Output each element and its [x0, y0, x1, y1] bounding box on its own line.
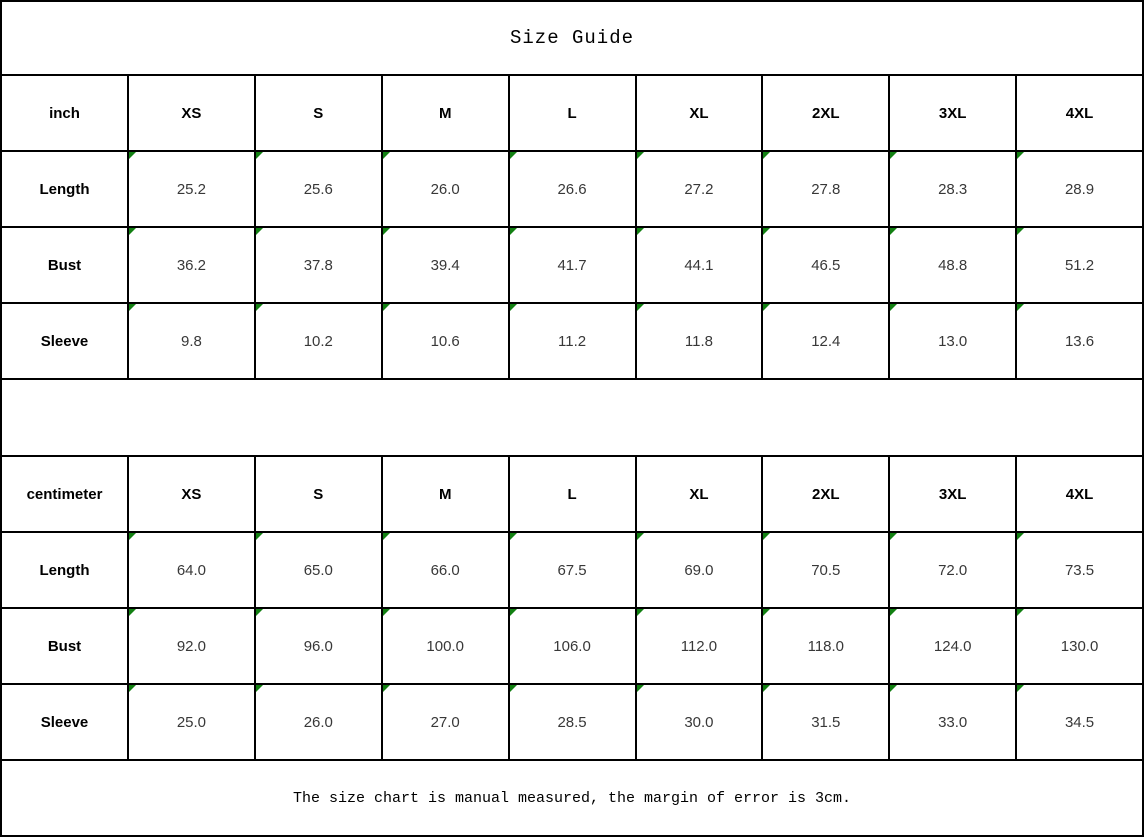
value-cell: [509, 532, 636, 608]
measurement-row: [1, 684, 1143, 760]
cell-value: 28.3: [938, 180, 968, 198]
value-cell: [1016, 608, 1143, 684]
cell-value: 34.5: [1064, 713, 1095, 731]
value-cell: [889, 227, 1016, 303]
cell-corner-marker-icon: [637, 228, 644, 235]
size-header-cell: M: [382, 456, 509, 532]
cell-corner-marker-icon: [510, 609, 517, 616]
size-header-row: [1, 456, 1143, 532]
value-cell: [255, 684, 382, 760]
value-cell: [889, 151, 1016, 227]
cell-corner-marker-icon: [129, 228, 136, 235]
size-header-cell: 4XL: [1016, 75, 1143, 151]
cell-value: 112.0: [680, 637, 718, 655]
cell-value: 48.8: [938, 256, 968, 274]
measurement-row: [1, 303, 1143, 379]
cell-corner-marker-icon: [890, 228, 897, 235]
value-cell: [382, 608, 509, 684]
value-cell: [889, 684, 1016, 760]
cell-corner-marker-icon: [763, 609, 770, 616]
cell-value: 12.4: [811, 332, 841, 350]
value-cell: [255, 151, 382, 227]
page-title: Size Guide: [1, 1, 1143, 75]
cell-corner-marker-icon: [383, 609, 390, 616]
cell-corner-marker-icon: [763, 685, 770, 692]
cell-value: 28.9: [1064, 180, 1095, 198]
cell-corner-marker-icon: [256, 685, 263, 692]
cell-value: 26.6: [557, 180, 587, 198]
unit-header-cell: centimeter: [1, 456, 128, 532]
measurement-label-cell: Bust: [1, 608, 128, 684]
cell-value: 41.7: [557, 256, 587, 274]
cell-corner-marker-icon: [383, 304, 390, 311]
cell-corner-marker-icon: [256, 304, 263, 311]
measurement-row: [1, 227, 1143, 303]
cell-corner-marker-icon: [256, 228, 263, 235]
cell-value: 67.5: [557, 561, 587, 579]
measurement-label-cell: Length: [1, 151, 128, 227]
value-cell: [762, 227, 889, 303]
size-header-cell: M: [382, 75, 509, 151]
cell-value: 100.0: [426, 637, 464, 655]
cell-value: 92.0: [176, 637, 207, 655]
cell-value: 25.2: [176, 180, 207, 198]
size-header-cell: XL: [636, 75, 763, 151]
cell-corner-marker-icon: [383, 685, 390, 692]
cell-corner-marker-icon: [383, 228, 390, 235]
value-cell: [762, 303, 889, 379]
cell-corner-marker-icon: [1017, 685, 1024, 692]
value-cell: [762, 608, 889, 684]
cell-corner-marker-icon: [1017, 304, 1024, 311]
cell-value: 70.5: [811, 561, 841, 579]
cell-corner-marker-icon: [510, 152, 517, 159]
size-header-cell: XL: [636, 456, 763, 532]
cell-corner-marker-icon: [129, 533, 136, 540]
size-header-cell: 2XL: [762, 75, 889, 151]
value-cell: [255, 532, 382, 608]
cell-value: 65.0: [303, 561, 333, 579]
cell-value: 25.6: [303, 180, 333, 198]
cell-corner-marker-icon: [256, 609, 263, 616]
cell-corner-marker-icon: [763, 228, 770, 235]
size-guide-table-body: [1, 1, 1143, 836]
measurement-label-cell: Length: [1, 532, 128, 608]
value-cell: [762, 151, 889, 227]
value-cell: [509, 151, 636, 227]
cell-corner-marker-icon: [637, 533, 644, 540]
cell-value: 64.0: [176, 561, 207, 579]
value-cell: [636, 684, 763, 760]
value-cell: [509, 303, 636, 379]
measurement-label-cell: Sleeve: [1, 303, 128, 379]
cell-value: 27.2: [684, 180, 714, 198]
cell-corner-marker-icon: [1017, 228, 1024, 235]
value-cell: [762, 532, 889, 608]
cell-value: 96.0: [303, 637, 333, 655]
cell-corner-marker-icon: [1017, 609, 1024, 616]
cell-value: 9.8: [181, 332, 202, 350]
cell-value: 73.5: [1064, 561, 1095, 579]
cell-value: 44.1: [684, 256, 714, 274]
cell-corner-marker-icon: [637, 609, 644, 616]
footer-note: The size chart is manual measured, the margin of error is 3cm.: [1, 760, 1143, 836]
measurement-row: [1, 151, 1143, 227]
value-cell: [636, 532, 763, 608]
cell-value: 11.2: [558, 332, 587, 350]
value-cell: [382, 532, 509, 608]
cell-value: 106.0: [553, 637, 591, 655]
cell-value: 36.2: [176, 256, 207, 274]
size-header-cell: XS: [128, 75, 255, 151]
value-cell: [889, 532, 1016, 608]
value-cell: [509, 608, 636, 684]
cell-value: 27.0: [430, 713, 460, 731]
measurement-label-cell: Sleeve: [1, 684, 128, 760]
value-cell: [1016, 151, 1143, 227]
cell-value: 30.0: [684, 713, 714, 731]
cell-value: 124.0: [933, 637, 972, 655]
value-cell: [128, 303, 255, 379]
cell-corner-marker-icon: [1017, 533, 1024, 540]
value-cell: [382, 303, 509, 379]
cell-corner-marker-icon: [763, 304, 770, 311]
value-cell: [1016, 227, 1143, 303]
size-header-cell: L: [509, 75, 636, 151]
cell-value: 37.8: [303, 256, 333, 274]
unit-header-cell: inch: [1, 75, 128, 151]
cell-value: 130.0: [1060, 637, 1099, 655]
cell-corner-marker-icon: [890, 304, 897, 311]
size-header-cell: 2XL: [762, 456, 889, 532]
value-cell: [1016, 684, 1143, 760]
cell-value: 33.0: [938, 713, 968, 731]
cell-corner-marker-icon: [129, 304, 136, 311]
cell-corner-marker-icon: [129, 152, 136, 159]
cell-value: 72.0: [938, 561, 968, 579]
value-cell: [762, 684, 889, 760]
value-cell: [128, 608, 255, 684]
cell-value: 28.5: [557, 713, 587, 731]
cell-corner-marker-icon: [637, 685, 644, 692]
value-cell: [382, 151, 509, 227]
value-cell: [509, 684, 636, 760]
cell-corner-marker-icon: [510, 304, 517, 311]
cell-value: 46.5: [811, 256, 841, 274]
cell-corner-marker-icon: [383, 152, 390, 159]
cell-value: 39.4: [430, 256, 460, 274]
cell-value: 51.2: [1064, 256, 1095, 274]
value-cell: [889, 608, 1016, 684]
spacer-row: [1, 379, 1143, 456]
value-cell: [128, 227, 255, 303]
cell-value: 31.5: [811, 713, 841, 731]
size-header-row: [1, 75, 1143, 151]
footer-row: [1, 760, 1143, 836]
cell-corner-marker-icon: [510, 533, 517, 540]
cell-value: 69.0: [684, 561, 714, 579]
value-cell: [889, 303, 1016, 379]
cell-corner-marker-icon: [763, 152, 770, 159]
measurement-row: [1, 532, 1143, 608]
value-cell: [382, 227, 509, 303]
cell-corner-marker-icon: [256, 533, 263, 540]
cell-value: 25.0: [176, 713, 207, 731]
value-cell: [255, 303, 382, 379]
cell-corner-marker-icon: [256, 152, 263, 159]
cell-corner-marker-icon: [890, 685, 897, 692]
cell-corner-marker-icon: [890, 533, 897, 540]
measurement-row: [1, 608, 1143, 684]
value-cell: [255, 227, 382, 303]
cell-corner-marker-icon: [129, 685, 136, 692]
size-header-cell: 3XL: [889, 75, 1016, 151]
cell-corner-marker-icon: [637, 152, 644, 159]
cell-value: 10.6: [430, 332, 460, 350]
cell-corner-marker-icon: [383, 533, 390, 540]
size-header-cell: L: [509, 456, 636, 532]
cell-value: 13.0: [938, 332, 968, 350]
size-header-cell: 3XL: [889, 456, 1016, 532]
size-header-cell: 4XL: [1016, 456, 1143, 532]
measurement-label-cell: Bust: [1, 227, 128, 303]
cell-value: 26.0: [303, 713, 333, 731]
value-cell: [636, 227, 763, 303]
value-cell: [636, 151, 763, 227]
cell-value: 11.8: [684, 332, 713, 350]
cell-value: 118.0: [807, 637, 845, 655]
cell-value: 27.8: [811, 180, 841, 198]
value-cell: [128, 532, 255, 608]
cell-corner-marker-icon: [890, 152, 897, 159]
value-cell: [509, 227, 636, 303]
value-cell: [636, 303, 763, 379]
cell-corner-marker-icon: [890, 609, 897, 616]
cell-corner-marker-icon: [637, 304, 644, 311]
cell-corner-marker-icon: [129, 609, 136, 616]
cell-value: 13.6: [1064, 332, 1095, 350]
value-cell: [1016, 532, 1143, 608]
cell-value: 10.2: [303, 332, 333, 350]
value-cell: [382, 684, 509, 760]
cell-corner-marker-icon: [510, 228, 517, 235]
value-cell: [255, 608, 382, 684]
size-header-cell: XS: [128, 456, 255, 532]
cell-corner-marker-icon: [510, 685, 517, 692]
title-row: [1, 1, 1143, 75]
value-cell: [636, 608, 763, 684]
spacer-cell: [1, 379, 1143, 456]
cell-corner-marker-icon: [763, 533, 770, 540]
cell-value: 66.0: [430, 561, 460, 579]
size-header-cell: S: [255, 75, 382, 151]
size-header-cell: S: [255, 456, 382, 532]
cell-value: 26.0: [430, 180, 460, 198]
cell-corner-marker-icon: [1017, 152, 1024, 159]
value-cell: [1016, 303, 1143, 379]
value-cell: [128, 151, 255, 227]
value-cell: [128, 684, 255, 760]
